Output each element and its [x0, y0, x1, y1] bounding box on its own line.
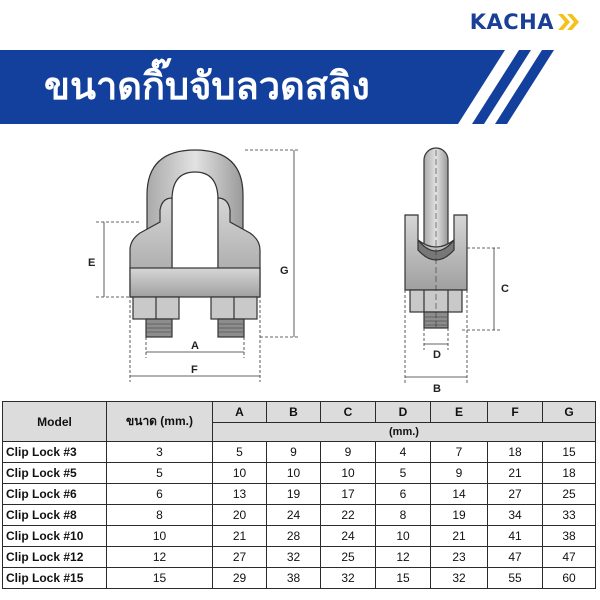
cell-dim-c: 22 [321, 505, 376, 526]
cell-dim-a: 29 [213, 568, 267, 589]
cell-model: Clip Lock #5 [3, 463, 107, 484]
header-dim-d: D [376, 402, 431, 423]
cell-dim-a: 21 [213, 526, 267, 547]
cell-dim-b: 32 [267, 547, 321, 568]
header-dim-c: C [321, 402, 376, 423]
header-dim-f: F [488, 402, 543, 423]
cell-dim-c: 17 [321, 484, 376, 505]
cell-dim-g: 33 [543, 505, 596, 526]
dim-label-e: E [88, 257, 96, 269]
dim-label-a: A [191, 340, 199, 352]
brand-name: KACHA [469, 10, 554, 34]
cell-dim-d: 10 [376, 526, 431, 547]
table-row [3, 463, 596, 484]
header-unit: (mm.) [213, 423, 596, 442]
cell-dim-d: 5 [376, 463, 431, 484]
cell-dim-g: 60 [543, 568, 596, 589]
cell-dim-g: 38 [543, 526, 596, 547]
cell-model: Clip Lock #10 [3, 526, 107, 547]
cell-dim-f: 27 [488, 484, 543, 505]
cell-dim-c: 25 [321, 547, 376, 568]
cell-dim-e: 7 [431, 442, 488, 463]
side-view [405, 148, 467, 330]
cell-dim-b: 9 [267, 442, 321, 463]
cell-size: 5 [107, 463, 213, 484]
cell-dim-f: 55 [488, 568, 543, 589]
table-row [3, 505, 596, 526]
header-dim-e: E [431, 402, 488, 423]
dim-label-g: G [280, 265, 289, 277]
cell-dim-a: 5 [213, 442, 267, 463]
cell-dim-e: 9 [431, 463, 488, 484]
clip-diagram [0, 136, 600, 398]
cell-dim-c: 10 [321, 463, 376, 484]
cell-dim-g: 25 [543, 484, 596, 505]
cell-dim-a: 27 [213, 547, 267, 568]
dim-label-d: D [433, 349, 441, 361]
dim-label-b: B [433, 383, 441, 395]
cell-size: 10 [107, 526, 213, 547]
page-title: ขนาดกิ๊บจับลวดสลิง [44, 64, 370, 108]
cell-size: 12 [107, 547, 213, 568]
cell-dim-e: 19 [431, 505, 488, 526]
table-row [3, 568, 596, 589]
cell-dim-a: 13 [213, 484, 267, 505]
header-dim-b: B [267, 402, 321, 423]
cell-dim-d: 8 [376, 505, 431, 526]
cell-dim-g: 47 [543, 547, 596, 568]
cell-model: Clip Lock #3 [3, 442, 107, 463]
cell-dim-c: 24 [321, 526, 376, 547]
cell-dim-f: 21 [488, 463, 543, 484]
cell-dim-f: 34 [488, 505, 543, 526]
cell-dim-d: 6 [376, 484, 431, 505]
header-size: ขนาด (mm.) [107, 402, 213, 442]
cell-dim-d: 12 [376, 547, 431, 568]
cell-dim-b: 10 [267, 463, 321, 484]
cell-dim-a: 10 [213, 463, 267, 484]
header-dim-g: G [543, 402, 596, 423]
cell-dim-g: 18 [543, 463, 596, 484]
cell-dim-d: 4 [376, 442, 431, 463]
cell-dim-b: 19 [267, 484, 321, 505]
header-dim-a: A [213, 402, 267, 423]
cell-dim-a: 20 [213, 505, 267, 526]
cell-model: Clip Lock #12 [3, 547, 107, 568]
cell-size: 15 [107, 568, 213, 589]
cell-dim-e: 23 [431, 547, 488, 568]
cell-size: 6 [107, 484, 213, 505]
dim-label-c: C [501, 283, 509, 295]
cell-size: 3 [107, 442, 213, 463]
cell-dim-f: 18 [488, 442, 543, 463]
cell-dim-b: 38 [267, 568, 321, 589]
double-chevron-icon [556, 13, 582, 31]
cell-model: Clip Lock #15 [3, 568, 107, 589]
cell-dim-f: 41 [488, 526, 543, 547]
cell-dim-b: 24 [267, 505, 321, 526]
cell-dim-e: 21 [431, 526, 488, 547]
cell-dim-c: 9 [321, 442, 376, 463]
cell-dim-d: 15 [376, 568, 431, 589]
cell-dim-b: 28 [267, 526, 321, 547]
cell-dim-g: 15 [543, 442, 596, 463]
spec-table [2, 401, 596, 589]
dim-label-f: F [191, 364, 198, 376]
table-row [3, 526, 596, 547]
header-model: Model [3, 402, 107, 442]
brand-logo [470, 10, 582, 34]
cell-model: Clip Lock #6 [3, 484, 107, 505]
table-row [3, 484, 596, 505]
table-row [3, 442, 596, 463]
cell-dim-e: 32 [431, 568, 488, 589]
cell-dim-f: 47 [488, 547, 543, 568]
table-row [3, 547, 596, 568]
cell-size: 8 [107, 505, 213, 526]
front-view [130, 150, 260, 337]
cell-dim-e: 14 [431, 484, 488, 505]
cell-dim-c: 32 [321, 568, 376, 589]
cell-model: Clip Lock #8 [3, 505, 107, 526]
